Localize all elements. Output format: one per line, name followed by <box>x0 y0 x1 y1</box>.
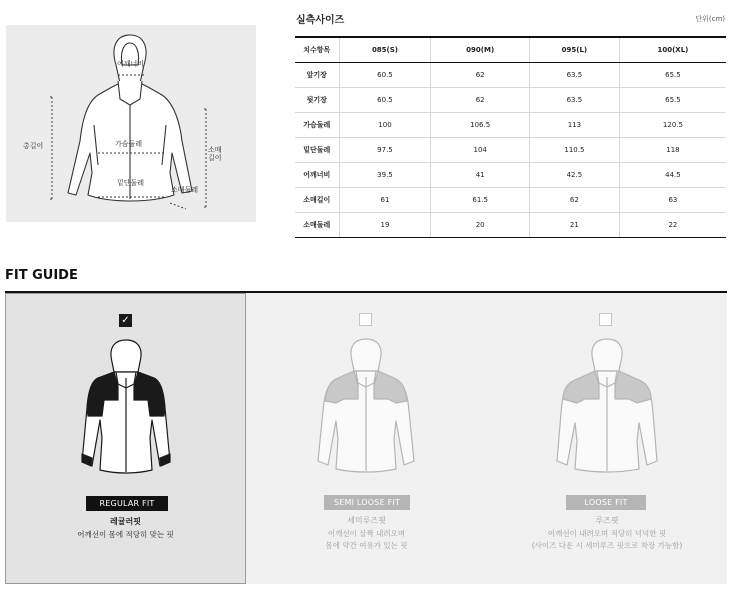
header-cell: 095(L) <box>529 37 619 62</box>
table-cell: 44.5 <box>619 162 726 187</box>
table-cell: 110.5 <box>529 137 619 162</box>
row-label: 밑단둘레 <box>295 137 339 162</box>
table-header-row <box>295 37 726 62</box>
table-cell: 39.5 <box>339 162 431 187</box>
table-cell: 60.5 <box>339 87 431 112</box>
jacket-icon <box>553 337 661 473</box>
table-cell: 104 <box>431 137 529 162</box>
row-label: 앞기장 <box>295 62 339 87</box>
fit-description: 어깨선이 몸에 적당히 맞는 핏 <box>77 530 174 539</box>
table-cell: 97.5 <box>339 137 431 162</box>
header-cell: 090(M) <box>431 37 529 62</box>
fit-badge: SEMI LOOSE FIT <box>324 495 410 510</box>
table-cell: 20 <box>431 212 529 237</box>
fit-option-semi-loose[interactable] <box>246 293 487 584</box>
fit-description: 어깨선이 내려오며 적당히 넉넉한 핏 <box>547 529 667 538</box>
table-cell: 60.5 <box>339 62 431 87</box>
table-row <box>295 62 726 87</box>
fit-name: 레귤러핏 <box>110 517 141 526</box>
table-row <box>295 212 726 237</box>
row-label: 소매길이 <box>295 187 339 212</box>
jacket-outline-icon <box>6 25 256 222</box>
chest-label: 가슴둘레 <box>115 140 143 148</box>
table-cell: 120.5 <box>619 112 726 137</box>
sleeve-opening-label: 소매둘레 <box>171 186 199 194</box>
table-cell: 65.5 <box>619 62 726 87</box>
table-cell: 63 <box>619 187 726 212</box>
header-cell: 치수항목 <box>295 37 339 62</box>
fit-option-loose[interactable] <box>487 293 727 584</box>
table-row <box>295 87 726 112</box>
table-cell: 22 <box>619 212 726 237</box>
table-cell: 41 <box>431 162 529 187</box>
hem-label: 밑단둘레 <box>117 179 145 187</box>
table-cell: 42.5 <box>529 162 619 187</box>
fit-option-regular[interactable] <box>5 293 246 584</box>
table-cell: 61.5 <box>431 187 529 212</box>
table-cell: 100 <box>339 112 431 137</box>
fit-description: 어깨선이 살짝 내려오며 <box>327 529 406 538</box>
table-cell: 62 <box>529 187 619 212</box>
table-cell: 65.5 <box>619 87 726 112</box>
size-chart-unit: 단위(cm) <box>695 15 725 23</box>
check-icon[interactable]: ✓ <box>119 314 132 327</box>
table-cell: 63.5 <box>529 87 619 112</box>
fit-badge: LOOSE FIT <box>566 495 646 510</box>
row-label: 가슴둘레 <box>295 112 339 137</box>
fit-description: (사이즈 다운 시 세미루즈 핏으로 착장 가능함) <box>531 541 683 550</box>
row-label: 어깨너비 <box>295 162 339 187</box>
checkbox-icon[interactable] <box>359 313 372 326</box>
fit-description: 몸에 약간 여유가 있는 핏 <box>325 541 408 550</box>
measurement-diagram <box>6 25 256 222</box>
size-chart-title: 실측사이즈 <box>296 15 345 26</box>
shoulder-label: 어깨너비 <box>117 60 145 68</box>
table-cell: 106.5 <box>431 112 529 137</box>
size-chart-table <box>295 36 726 238</box>
row-label: 소매둘레 <box>295 212 339 237</box>
fit-name: 루즈핏 <box>595 516 619 525</box>
header-cell: 085(S) <box>339 37 431 62</box>
table-cell: 63.5 <box>529 62 619 87</box>
fit-guide-heading: FIT GUIDE <box>5 268 78 283</box>
fit-badge: REGULAR FIT <box>86 496 168 511</box>
row-label: 뒷기장 <box>295 87 339 112</box>
sleeve-length-label: 소매 길이 <box>208 146 222 162</box>
header-cell: 100(XL) <box>619 37 726 62</box>
table-row <box>295 187 726 212</box>
table-row <box>295 137 726 162</box>
jacket-icon <box>78 338 174 474</box>
table-row <box>295 162 726 187</box>
checkbox-icon[interactable] <box>599 313 612 326</box>
table-cell: 19 <box>339 212 431 237</box>
table-cell: 113 <box>529 112 619 137</box>
table-cell: 62 <box>431 87 529 112</box>
table-cell: 118 <box>619 137 726 162</box>
fit-name: 세미루즈핏 <box>347 516 386 525</box>
table-row <box>295 112 726 137</box>
table-cell: 61 <box>339 187 431 212</box>
table-cell: 21 <box>529 212 619 237</box>
table-cell: 62 <box>431 62 529 87</box>
length-label: 총길이 <box>23 142 44 150</box>
jacket-icon <box>314 337 418 473</box>
